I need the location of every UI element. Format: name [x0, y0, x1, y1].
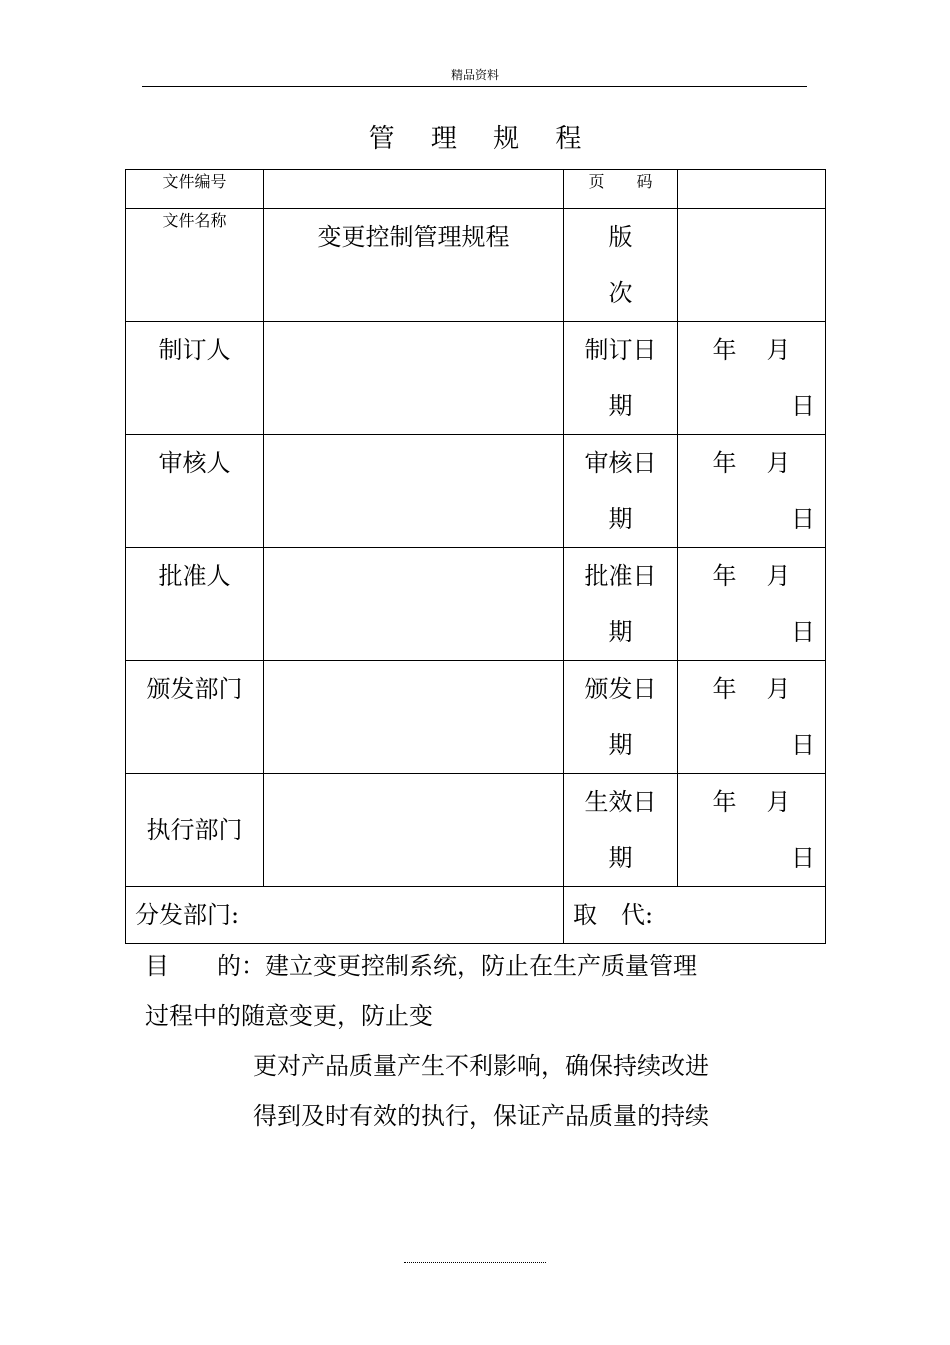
table-row-distribution — [126, 887, 826, 944]
file-name-label: 文件名称 — [126, 209, 264, 322]
month-text: 月 — [766, 562, 791, 590]
purpose-line-3: 更对产品质量产生不利影响，确保持续改进 — [253, 1052, 709, 1080]
issuing-dept-label: 颁发部门 — [126, 661, 264, 774]
distribution-label: 分发部门: — [126, 887, 564, 944]
footer-rule — [404, 1262, 546, 1263]
draft-date-label-line2: 期 — [608, 392, 633, 420]
year-text: 年 — [712, 336, 737, 364]
effective-date-label — [564, 774, 678, 887]
page-number-label: 页 码 — [564, 170, 678, 209]
issuing-dept-value — [264, 661, 564, 774]
approval-date-value — [678, 548, 826, 661]
issue-date-label-line1: 颁发日 — [584, 675, 657, 703]
reviewer-value — [264, 435, 564, 548]
issue-date-label — [564, 661, 678, 774]
drafter-value — [264, 322, 564, 435]
day-text: 日 — [791, 844, 815, 872]
purpose-line-4: 得到及时有效的执行，保证产品质量的持续 — [253, 1102, 709, 1130]
effective-date-label-line2: 期 — [608, 844, 633, 872]
purpose-line-1: 目 的：建立变更控制系统，防止在生产质量管理 — [145, 952, 697, 980]
version-label-line2: 次 — [608, 279, 633, 307]
approval-date-label-line2: 期 — [608, 618, 633, 646]
month-text: 月 — [766, 675, 791, 703]
drafter-label: 制订人 — [126, 322, 264, 435]
issue-date-value — [678, 661, 826, 774]
file-number-value — [264, 170, 564, 209]
issue-date-label-line2: 期 — [608, 731, 633, 759]
version-label — [564, 209, 678, 322]
effective-date-value — [678, 774, 826, 887]
day-text: 日 — [791, 618, 815, 646]
table-row-approver — [126, 548, 826, 661]
table-row-executing-dept — [126, 774, 826, 887]
review-date-label-line2: 期 — [608, 505, 633, 533]
file-number-label: 文件编号 — [126, 170, 264, 209]
draft-date-label — [564, 322, 678, 435]
effective-date-label-line1: 生效日 — [584, 788, 657, 816]
approval-date-label — [564, 548, 678, 661]
reviewer-label: 审核人 — [126, 435, 264, 548]
page-number-value — [678, 170, 826, 209]
month-text: 月 — [766, 336, 791, 364]
purpose-line-2: 过程中的随意变更，防止变 — [145, 1002, 433, 1030]
table-row-drafter — [126, 322, 826, 435]
year-text: 年 — [712, 562, 737, 590]
page-title: 管 理 规 程 — [368, 124, 596, 154]
month-text: 月 — [766, 788, 791, 816]
year-text: 年 — [712, 675, 737, 703]
table-row-reviewer — [126, 435, 826, 548]
header-rule — [142, 86, 807, 87]
draft-date-value — [678, 322, 826, 435]
year-text: 年 — [712, 788, 737, 816]
approver-label: 批准人 — [126, 548, 264, 661]
executing-dept-value — [264, 774, 564, 887]
review-date-label-line1: 审核日 — [584, 449, 657, 477]
day-text: 日 — [791, 731, 815, 759]
table-row-issuing-dept — [126, 661, 826, 774]
file-name-value — [264, 209, 564, 322]
review-date-value — [678, 435, 826, 548]
approval-date-label-line1: 批准日 — [584, 562, 657, 590]
approver-value — [264, 548, 564, 661]
draft-date-label-line1: 制订日 — [584, 336, 657, 364]
replace-label: 取 代: — [564, 887, 826, 944]
review-date-label — [564, 435, 678, 548]
file-name-text: 变更控制管理规程 — [317, 223, 510, 251]
table-row-file-number — [126, 170, 826, 209]
header-label: 精品资料 — [450, 68, 499, 82]
day-text: 日 — [791, 505, 815, 533]
executing-dept-label: 执行部门 — [126, 774, 264, 887]
version-value — [678, 209, 826, 322]
year-text: 年 — [712, 449, 737, 477]
table-row-file-name — [126, 209, 826, 322]
day-text: 日 — [791, 392, 815, 420]
month-text: 月 — [766, 449, 791, 477]
document-info-table — [125, 169, 826, 944]
version-label-line1: 版 — [608, 223, 633, 251]
